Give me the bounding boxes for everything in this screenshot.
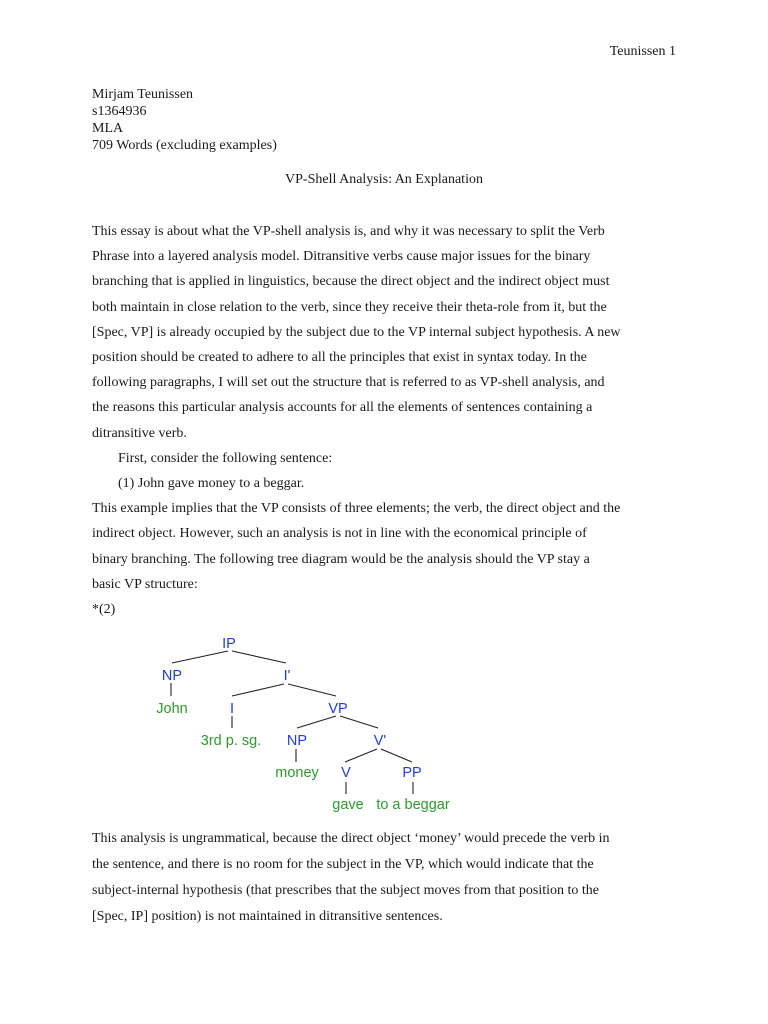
paragraph-line: both maintain in close relation to the verb, since they receive their theta-role from it, but the: [92, 299, 607, 315]
paragraph-line: First, consider the following sentence:: [118, 450, 333, 466]
mla-heading: [92, 86, 277, 154]
paragraph-line: This essay is about what the VP-shell analysis is, and why it was necessary to split the Verb: [92, 224, 605, 239]
paragraph-line: basic VP structure:: [92, 576, 198, 592]
node-np-subject: NP: [161, 668, 183, 684]
analysis-paragraph: [92, 826, 692, 930]
running-header: Teunissen 1: [609, 44, 676, 59]
node-i-head: I: [229, 701, 235, 717]
paragraph-line: branching that is applied in linguistics, because the direct object and the indirect object must: [92, 274, 610, 290]
leaf-money: money: [275, 765, 319, 781]
leaf-john: John: [156, 701, 188, 717]
branch-ip-ibar: [232, 651, 286, 663]
citation-style: MLA: [92, 121, 124, 136]
paragraph-line: [Spec, VP] is already occupied by the subject due to the VP internal subject hypothesis. A new: [92, 324, 621, 340]
node-np-object: NP: [286, 733, 308, 749]
example-label-2: *(2): [92, 602, 116, 618]
paragraph-line: indirect object. However, such an analysis is not in line with the economical principle of: [92, 526, 587, 542]
paragraph-line: [Spec, IP] position) is not maintained in ditransitive sentences.: [92, 909, 443, 924]
branch-vbar-v: [345, 749, 377, 762]
essay-body: [92, 219, 692, 622]
paragraph-line: subject-internal hypothesis (that prescribes that the subject moves from that position to the: [92, 883, 599, 898]
syntax-tree-diagram: [0, 620, 768, 820]
node-ip: IP: [222, 636, 236, 652]
paragraph-line: position should be created to adhere to all the principles that exist in syntax today. In the: [92, 350, 587, 366]
essay-title: VP-Shell Analysis: An Explanation: [285, 172, 483, 187]
node-i-bar: I': [283, 668, 291, 684]
student-number: s1364936: [92, 104, 147, 119]
branch-ibar-vp: [288, 684, 336, 696]
paragraph-line: the sentence, and there is no room for the subject in the VP, which would indicate that the: [92, 857, 594, 872]
example-sentence-1: (1) John gave money to a beggar.: [118, 476, 305, 492]
branch-vbar-pp: [381, 749, 412, 762]
paragraph-line: binary branching. The following tree diagram would be the analysis should the VP stay a: [92, 551, 590, 567]
paragraph-line: This analysis is ungrammatical, because the direct object ‘money’ would precede the verb in: [92, 831, 610, 846]
leaf-agreement: 3rd p. sg.: [200, 733, 262, 749]
word-count: 709 Words (excluding examples): [92, 138, 277, 153]
author-name: Mirjam Teunissen: [92, 87, 194, 102]
node-v-bar: V': [373, 733, 387, 749]
branch-vp-np: [297, 716, 336, 728]
branch-vp-vbar: [340, 716, 378, 728]
node-pp: PP: [402, 765, 422, 781]
leaf-to-a-beggar: to a beggar: [376, 797, 450, 813]
paragraph-line: the reasons this particular analysis accounts for all the elements of sentences containing a: [92, 400, 593, 416]
paragraph-line: Phrase into a layered analysis model. Ditransitive verbs cause major issues for the binary: [92, 249, 591, 265]
node-v-head: V: [341, 765, 351, 781]
node-vp: VP: [328, 701, 348, 717]
paragraph-line: ditransitive verb.: [92, 425, 187, 441]
branch-ip-np: [172, 651, 228, 663]
paragraph-line: following paragraphs, I will set out the structure that is referred to as VP-shell analysis, and: [92, 375, 605, 391]
branch-ibar-i: [232, 684, 284, 696]
paragraph-line: This example implies that the VP consists of three elements; the verb, the direct object and the: [92, 501, 621, 517]
leaf-gave: gave: [332, 797, 364, 813]
